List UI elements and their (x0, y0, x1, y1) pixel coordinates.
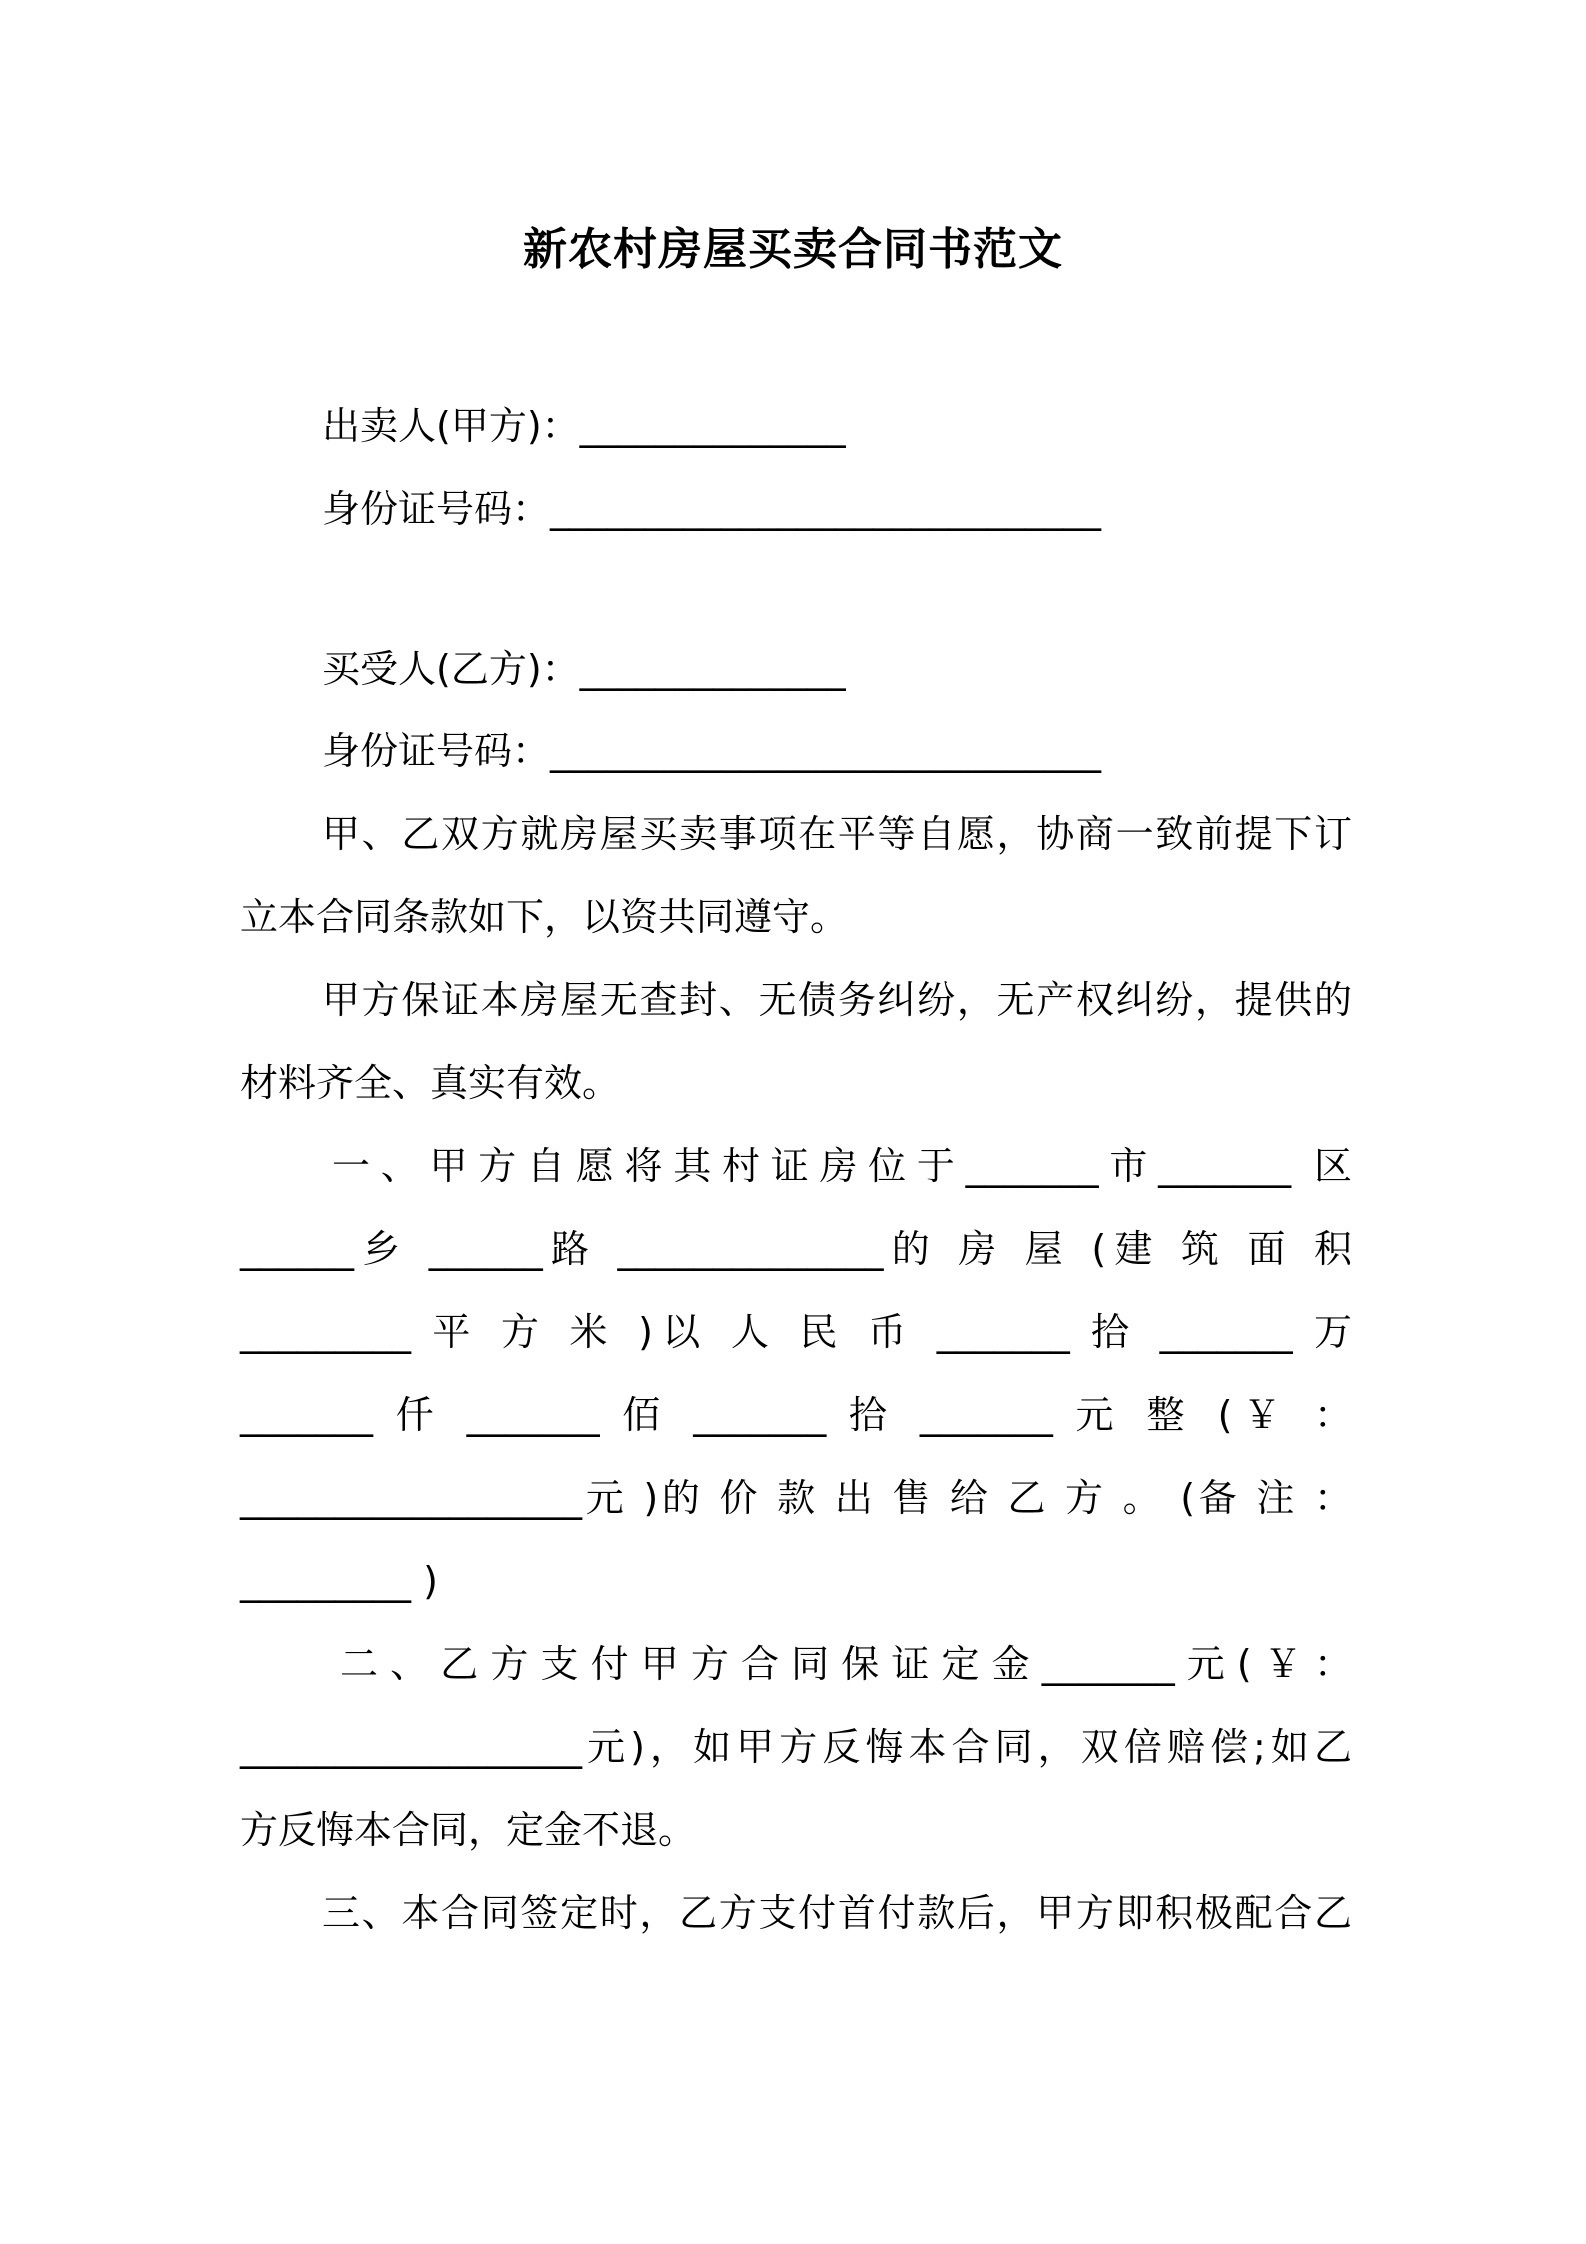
document-title: 新农村房屋买卖合同书范文 (523, 224, 1063, 275)
guarantee-line-1: 甲方保证本房屋无查封、无债务纠纷，无产权纠纷，提供的 (322, 978, 1352, 1022)
clause1-line-3: _________ 平 方 米 )以 人 民 币 _______ 拾 _______ 万 (240, 1310, 1352, 1354)
clause3-line-1: 三、本合同签定时，乙方支付首付款后，甲方即积极配合乙 (322, 1891, 1352, 1935)
clause2-line-3: 方反悔本合同，定金不退。 (240, 1808, 697, 1852)
preamble-line-2: 立本合同条款如下，以资共同遵守。 (240, 895, 849, 939)
clause1-line-5: __________________元 )的 价 款 出 售 给 乙 方 。 (备 注 ： (240, 1476, 1352, 1520)
clause1-line-1: 一、甲方自愿将其村证房位于_______市_______ 区 (332, 1144, 1352, 1188)
clause1-line-4: _______ 仟 _______ 佰 _______ 拾 _______ 元 整 (￥ ： (240, 1393, 1352, 1437)
clause1-line-2: ______乡 ______路 ______________的 房 屋 (建 筑 面 积 (240, 1227, 1352, 1271)
seller-id-field: 身份证号码：_____________________________ (322, 487, 1102, 531)
clause2-line-2: __________________元)，如甲方反悔本合同，双倍赔偿;如乙 (240, 1725, 1352, 1769)
preamble-line-1: 甲、乙双方就房屋买卖事项在平等自愿，协商一致前提下订 (322, 812, 1352, 856)
seller-field: 出卖人(甲方)：______________ (322, 404, 846, 448)
guarantee-line-2: 材料齐全、真实有效。 (240, 1061, 621, 1105)
buyer-field: 买受人(乙方)：______________ (322, 647, 846, 691)
clause2-line-1: 二、乙方支付甲方合同保证定金_______元(￥： (340, 1642, 1352, 1686)
buyer-id-field: 身份证号码：_____________________________ (322, 729, 1102, 773)
clause1-line-6: _________ ) (240, 1559, 438, 1603)
